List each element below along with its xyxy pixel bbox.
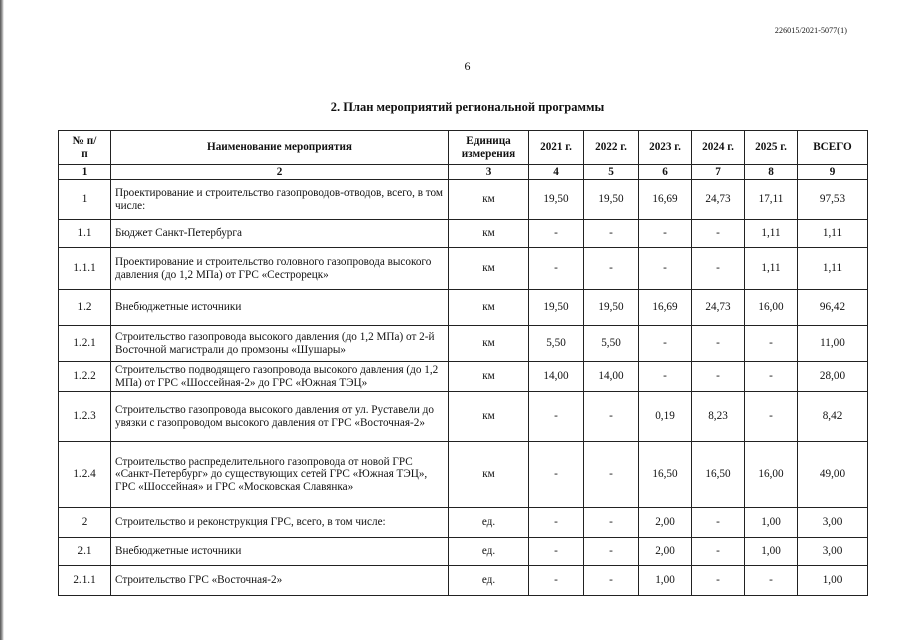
header-2022: 2022 г. (584, 131, 639, 165)
table-row (59, 508, 868, 538)
value-2023: - (639, 248, 692, 290)
value-2023: - (639, 362, 692, 392)
table-row (59, 442, 868, 508)
unit-of-measure: ед. (449, 538, 529, 566)
row-number: 1 (59, 180, 111, 220)
column-number: 2 (111, 165, 449, 180)
value-2024: - (692, 248, 745, 290)
value-2021: - (529, 220, 584, 248)
value-2024: - (692, 326, 745, 362)
value-2023: 16,50 (639, 442, 692, 508)
value-2025: 16,00 (745, 442, 798, 508)
value-2024: - (692, 508, 745, 538)
value-2022: 5,50 (584, 326, 639, 362)
value-2022: - (584, 508, 639, 538)
value-2024: 24,73 (692, 180, 745, 220)
scan-edge (0, 0, 4, 640)
row-number: 1.2.3 (59, 392, 111, 442)
table-row (59, 248, 868, 290)
column-number: 3 (449, 165, 529, 180)
table-row (59, 326, 868, 362)
value-total: 8,42 (798, 392, 868, 442)
row-number: 2.1.1 (59, 566, 111, 596)
value-total: 3,00 (798, 538, 868, 566)
value-2025: 1,00 (745, 538, 798, 566)
value-2022: - (584, 442, 639, 508)
header-unit: Единица измерения (449, 131, 529, 165)
value-2024: - (692, 566, 745, 596)
value-2021: - (529, 566, 584, 596)
value-2021: - (529, 538, 584, 566)
value-2025: - (745, 392, 798, 442)
value-total: 49,00 (798, 442, 868, 508)
value-2025: 1,11 (745, 220, 798, 248)
value-2021: 5,50 (529, 326, 584, 362)
header-2025: 2025 г. (745, 131, 798, 165)
value-2022: - (584, 566, 639, 596)
row-number: 1.1.1 (59, 248, 111, 290)
column-number: 1 (59, 165, 111, 180)
value-2024: - (692, 538, 745, 566)
row-number: 2 (59, 508, 111, 538)
row-number: 1.2.2 (59, 362, 111, 392)
program-plan-table (58, 130, 868, 596)
activity-name: Строительство и реконструкция ГРС, всего, в том числе: (111, 508, 449, 538)
value-total: 1,00 (798, 566, 868, 596)
header-name: Наименование мероприятия (111, 131, 449, 165)
value-2025: 1,11 (745, 248, 798, 290)
value-2021: - (529, 392, 584, 442)
header-total: ВСЕГО (798, 131, 868, 165)
value-2023: - (639, 220, 692, 248)
value-2025: 1,00 (745, 508, 798, 538)
table-row (59, 220, 868, 248)
value-2022: 14,00 (584, 362, 639, 392)
value-total: 97,53 (798, 180, 868, 220)
value-2024: - (692, 220, 745, 248)
value-2023: - (639, 326, 692, 362)
activity-name: Строительство газопровода высокого давления (до 1,2 МПа) от 2-й Восточной магистрали до промзоны «Шушары» (111, 326, 449, 362)
value-2022: - (584, 392, 639, 442)
header-2021: 2021 г. (529, 131, 584, 165)
value-2025: 17,11 (745, 180, 798, 220)
value-2022: - (584, 248, 639, 290)
unit-of-measure: км (449, 442, 529, 508)
value-total: 28,00 (798, 362, 868, 392)
unit-of-measure: км (449, 392, 529, 442)
value-2024: - (692, 362, 745, 392)
row-number: 2.1 (59, 538, 111, 566)
value-2022: - (584, 538, 639, 566)
column-number: 9 (798, 165, 868, 180)
value-2024: 16,50 (692, 442, 745, 508)
activity-name: Проектирование и строительство газопроводов-отводов, всего, в том числе: (111, 180, 449, 220)
activity-name: Проектирование и строительство головного газопровода высокого давления (до 1,2 МПа) от ГРС «Сестрорецк» (111, 248, 449, 290)
table-row (59, 180, 868, 220)
value-2024: 8,23 (692, 392, 745, 442)
column-number: 4 (529, 165, 584, 180)
activity-name: Строительство распределительного газопровода от новой ГРС «Санкт-Петербург» до существующих сетей ГРС «Южная ТЭЦ», ГРС «Шоссейная» и ГРС «Московская Славянка» (111, 442, 449, 508)
unit-of-measure: км (449, 248, 529, 290)
activity-name: Строительство подводящего газопровода высокого давления (до 1,2 МПа) от ГРС «Шоссейная-2» до ГРС «Южная ТЭЦ» (111, 362, 449, 392)
value-2021: - (529, 248, 584, 290)
column-number: 8 (745, 165, 798, 180)
value-2023: 0,19 (639, 392, 692, 442)
value-2023: 16,69 (639, 290, 692, 326)
value-2025: - (745, 566, 798, 596)
value-2023: 2,00 (639, 508, 692, 538)
activity-name: Строительство ГРС «Восточная-2» (111, 566, 449, 596)
unit-of-measure: км (449, 220, 529, 248)
unit-of-measure: км (449, 290, 529, 326)
value-2025: - (745, 362, 798, 392)
value-2021: - (529, 508, 584, 538)
row-number: 1.1 (59, 220, 111, 248)
unit-of-measure: ед. (449, 508, 529, 538)
table-row (59, 538, 868, 566)
row-number: 1.2.4 (59, 442, 111, 508)
activity-name: Строительство газопровода высокого давления от ул. Руставели до увязки с газопроводом высокого давления от ГРС «Восточная-2» (111, 392, 449, 442)
header-2023: 2023 г. (639, 131, 692, 165)
header-2024: 2024 г. (692, 131, 745, 165)
column-numbers-row (59, 165, 868, 180)
value-2023: 1,00 (639, 566, 692, 596)
value-total: 96,42 (798, 290, 868, 326)
row-number: 1.2 (59, 290, 111, 326)
value-2022: 19,50 (584, 180, 639, 220)
value-total: 11,00 (798, 326, 868, 362)
column-number: 6 (639, 165, 692, 180)
value-2023: 2,00 (639, 538, 692, 566)
value-2021: 14,00 (529, 362, 584, 392)
value-2022: - (584, 220, 639, 248)
header-num: № п/п (59, 131, 111, 165)
table-row (59, 392, 868, 442)
table-row (59, 362, 868, 392)
value-2023: 16,69 (639, 180, 692, 220)
value-2021: 19,50 (529, 290, 584, 326)
value-2025: 16,00 (745, 290, 798, 326)
value-total: 1,11 (798, 220, 868, 248)
column-number: 5 (584, 165, 639, 180)
document-id: 226015/2021-5077(1) (774, 26, 847, 35)
row-number: 1.2.1 (59, 326, 111, 362)
unit-of-measure: км (449, 180, 529, 220)
value-total: 1,11 (798, 248, 868, 290)
activity-name: Внебюджетные источники (111, 538, 449, 566)
table-row (59, 290, 868, 326)
unit-of-measure: ед. (449, 566, 529, 596)
value-2024: 24,73 (692, 290, 745, 326)
value-2022: 19,50 (584, 290, 639, 326)
activity-name: Внебюджетные источники (111, 290, 449, 326)
table-row (59, 566, 868, 596)
column-number: 7 (692, 165, 745, 180)
value-2021: 19,50 (529, 180, 584, 220)
unit-of-measure: км (449, 362, 529, 392)
page-number: 6 (464, 59, 471, 73)
value-total: 3,00 (798, 508, 868, 538)
section-title: 2. План мероприятий региональной программы (330, 100, 605, 114)
value-2025: - (745, 326, 798, 362)
value-2021: - (529, 442, 584, 508)
activity-name: Бюджет Санкт-Петербурга (111, 220, 449, 248)
unit-of-measure: км (449, 326, 529, 362)
